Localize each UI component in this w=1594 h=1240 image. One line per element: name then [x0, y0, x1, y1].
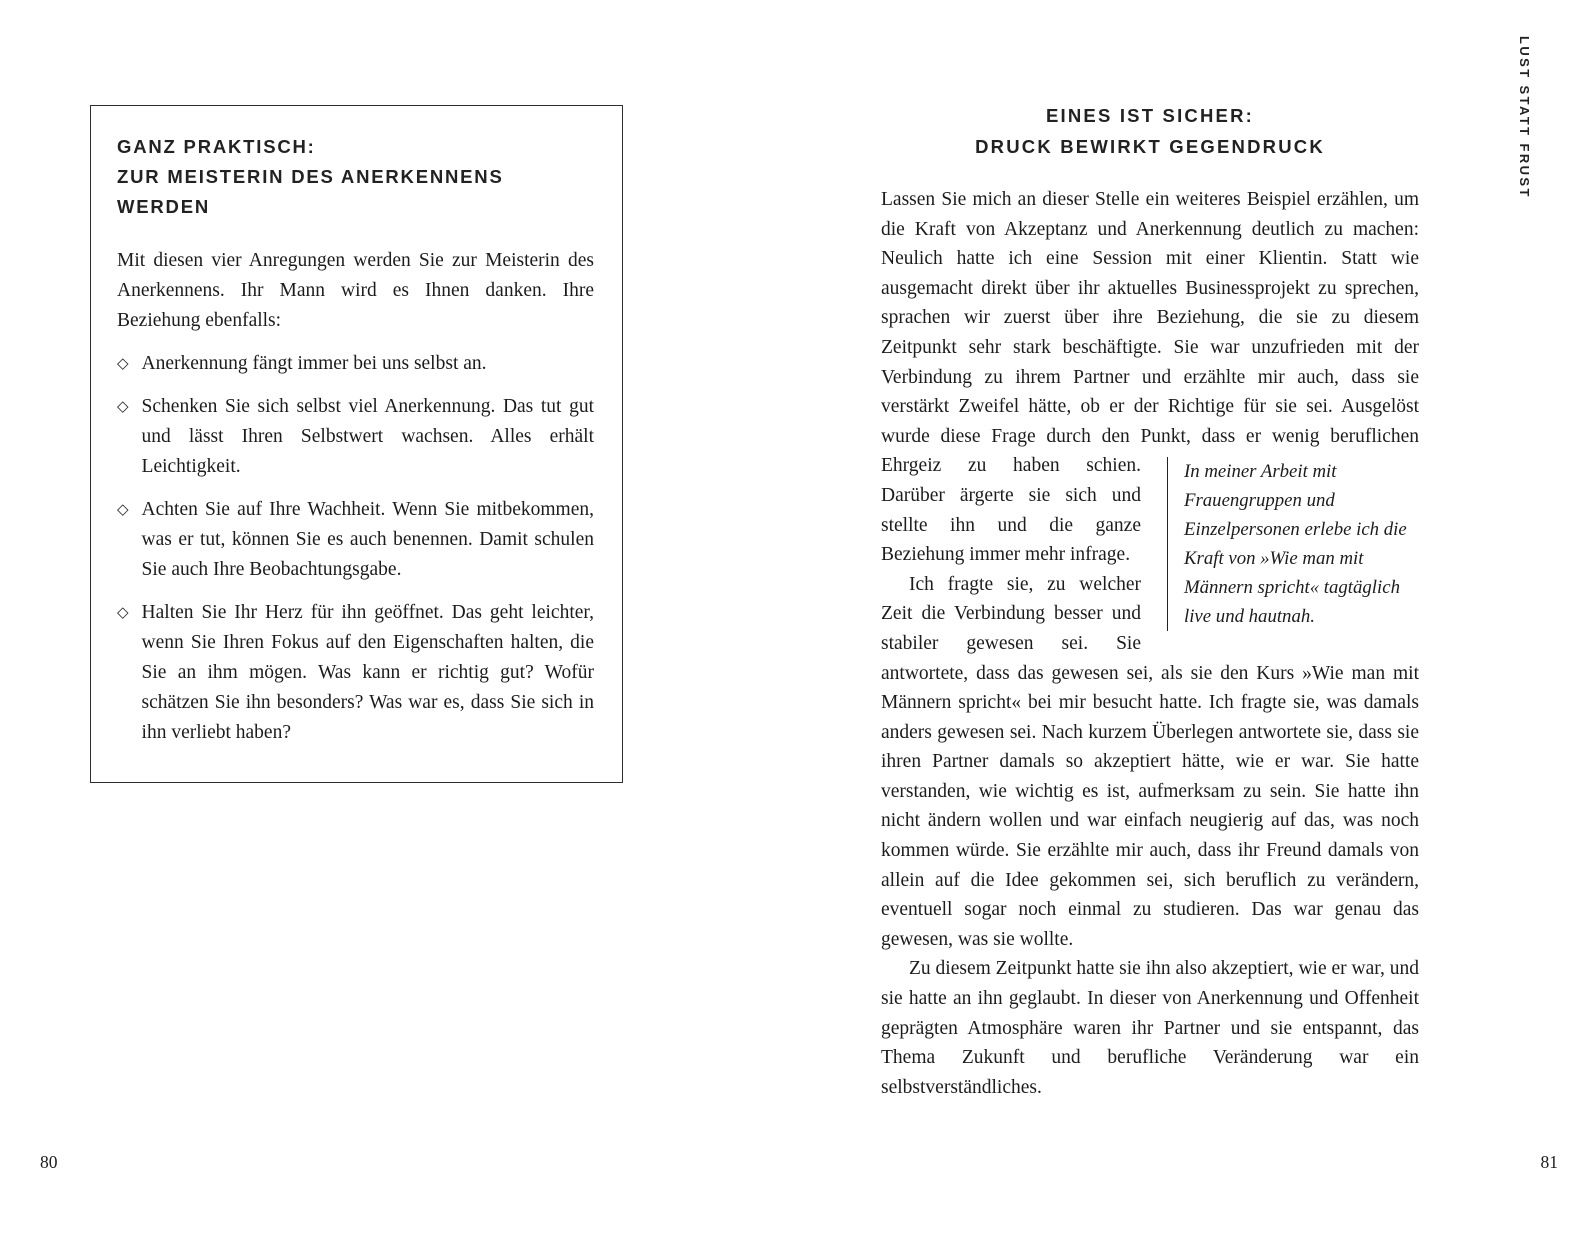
section-heading-line-1: EINES IST SICHER: — [1045, 105, 1255, 126]
pull-quote: In meiner Arbeit mit Frauengruppen und Einzelpersonen erlebe ich die Kraft von »Wie man mit Männern spricht« tagtäglich live und hautnah. — [1167, 457, 1419, 631]
box-heading-line-1: GANZ PRAKTISCH: — [117, 136, 316, 157]
bullet-text: Achten Sie auf Ihre Wachheit. Wenn Sie mitbekommen, was er tut, können Sie es auch benennen. Damit schulen Sie auch Ihre Beobachtungsgabe. — [141, 499, 594, 580]
page-number-left: 80 — [40, 1152, 58, 1172]
right-page-column — [881, 100, 1419, 1102]
paragraph-1-before-quote: Lassen Sie mich an dieser Stelle ein weiteres Beispiel erzählen, um die Kraft von Akzeptanz und Anerkennung deutlich zu machen: Neulich hatte ich eine Session mit einer Klientin. Statt wie ausgemacht direkt über ihr aktuelles Businessprojekt zu sprechen, sprachen wir zuerst über ihre Beziehung, die sie zu diesem Zeitpunkt sehr stark beschäftigte. Sie war unzufrieden mit der Verbindung zu ihrem Partner und erzählte mir auch, dass sie verstärkt Zweifel hätte, ob er der Richtige für sie sei. Ausgelöst wurde diese Frage durch den Punkt, dass er wenig beruflichen — [881, 189, 1419, 447]
list-item — [117, 349, 594, 379]
bullet-text: Anerkennung fängt immer bei uns selbst an. — [141, 353, 487, 374]
list-item — [117, 495, 594, 585]
box-heading-line-3: WERDEN — [117, 196, 211, 217]
bullet-text: Halten Sie Ihr Herz für ihn geöffnet. Das geht leichter, wenn Sie Ihren Fokus auf den Eigenschaften halten, die Sie an ihm mögen. Was kann er richtig gut? Wofür schätzen Sie ihn besonders? Was war es, dass Sie sich in ihn verliebt haben? — [141, 602, 594, 743]
paragraph-2: Ich fragte sie, zu welcher Zeit die Verbindung besser und stabiler gewesen sei. Sie antwortete, dass das gewesen sei, als sie den Kurs »Wie man mit Männern spricht« bei mir besucht hatte. Ich fragte sie, was damals anders gewesen sei. Nach kurzem Überlegen antwortete sie, dass sie ihren Partner damals so akzeptiert hätte, wie er war. Sie hatte verstanden, wie wichtig es ist, aufmerksam zu sein. Sie hatte ihn nicht ändern wollen und war einfach neugierig auf das, was noch kommen würde. Sie erzählte mir auch, dass ihr Freund damals von allein auf die Idee gekommen sei, sich beruflich zu verändern, eventuell sogar noch einmal zu studieren. Das war genau das gewesen, was sie wollte. — [881, 573, 1419, 950]
section-heading-line-2: DRUCK BEWIRKT GEGENDRUCK — [975, 136, 1325, 157]
list-item — [117, 392, 594, 482]
diamond-bullet-icon: ◇ — [117, 399, 129, 415]
box-heading-line-2: ZUR MEISTERIN DES ANERKENNENS — [117, 166, 504, 187]
diamond-bullet-icon: ◇ — [117, 502, 129, 518]
tips-bullet-list — [117, 349, 594, 748]
bullet-text: Schenken Sie sich selbst viel Anerkennung. Das tut gut und lässt Ihren Selbstwert wachsen. Alles erhält Leichtigkeit. — [141, 396, 594, 477]
paragraph-1-after-quote: Ehrgeiz zu haben schien. Darüber ärgerte sie sich und stellte ihn und die ganze Beziehung immer mehr infrage. — [881, 455, 1141, 566]
list-item — [117, 598, 594, 748]
box-intro-text: Mit diesen vier Anregungen werden Sie zur Meisterin des Anerkennens. Ihr Mann wird es Ihnen danken. Ihre Beziehung ebenfalls: — [117, 250, 594, 331]
body-text — [881, 185, 1419, 1102]
diamond-bullet-icon: ◇ — [117, 605, 129, 621]
diamond-bullet-icon: ◇ — [117, 356, 129, 372]
page-number-right: 81 — [1540, 1152, 1558, 1172]
box-heading — [117, 132, 594, 222]
section-heading — [881, 100, 1419, 162]
paragraph-1 — [881, 185, 1419, 628]
practical-tips-box — [90, 105, 623, 783]
running-head: LUST STATT FRUST — [1517, 36, 1532, 199]
paragraph-3: Zu diesem Zeitpunkt hatte sie ihn also akzeptiert, wie er war, und sie hatte an ihn geglaubt. In dieser von Anerkennung und Offenheit geprägten Atmosphäre waren ihr Partner und sie entspannt, das Thema Zukunft und berufliche Veränderung war ein selbstverständliches. — [881, 958, 1419, 1098]
